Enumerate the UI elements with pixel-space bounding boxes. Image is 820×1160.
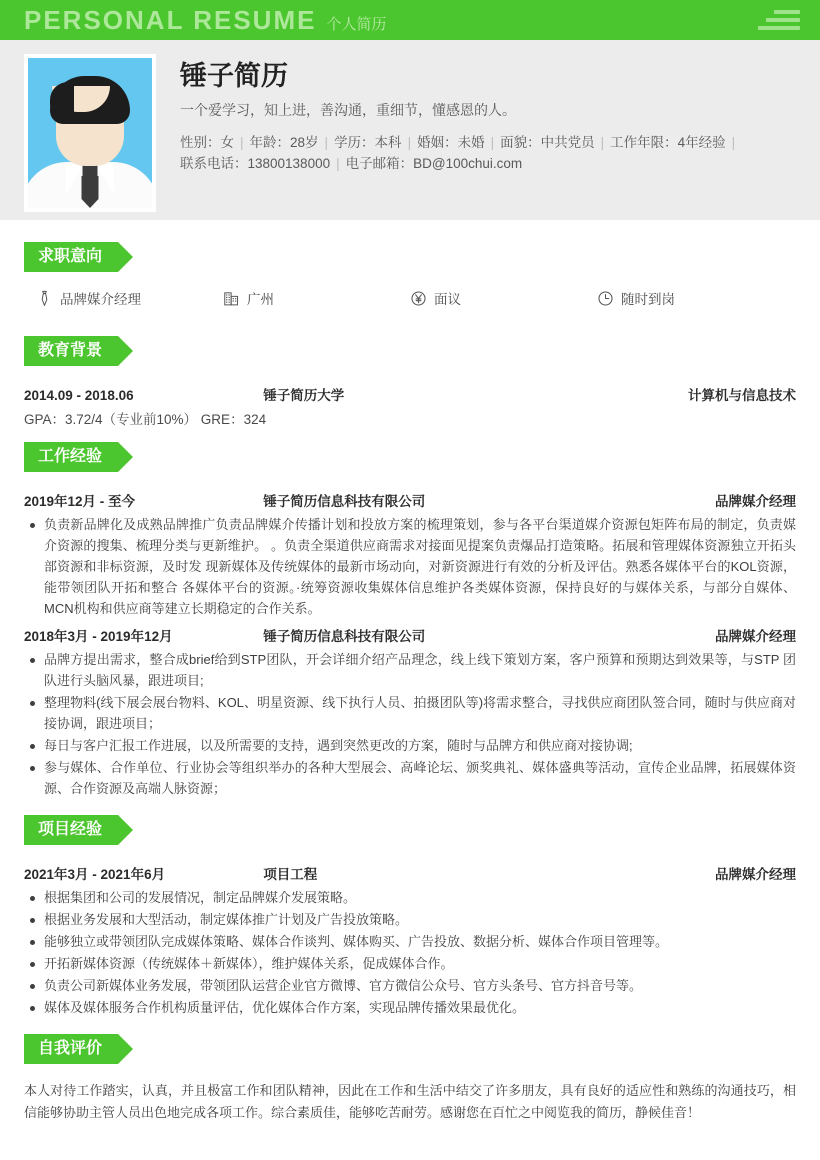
brand-title-en: PERSONAL RESUME <box>24 5 317 35</box>
project-entry-bullet: 根据业务发展和大型活动，制定媒体推广计划及广告投放策略。 <box>24 909 796 930</box>
project-entry-bullet: 开拓新媒体资源（传统媒体＋新媒体），维护媒体关系，促成媒体合作。 <box>24 953 796 974</box>
meta-separator: | <box>490 135 495 151</box>
section-self-evaluation <box>24 1024 796 1124</box>
profile-header <box>0 40 820 220</box>
meta-separator: | <box>731 135 736 151</box>
section-education <box>24 326 796 428</box>
work-entry-organization: 锤子简历信息科技有限公司 <box>263 629 426 644</box>
building-icon <box>223 290 240 307</box>
education-entry-date: 2014.09 - 2018.06 <box>24 388 134 403</box>
job-intention-city <box>223 288 410 308</box>
meta-line-2 <box>180 153 796 174</box>
education-entries <box>24 384 796 428</box>
job-intention-availability <box>597 288 784 308</box>
avatar <box>28 58 152 208</box>
job-intention-availability-label: 随时到岗 <box>621 292 675 307</box>
section-project-experience <box>24 805 796 1018</box>
work-entry-date: 2019年12月 - 至今 <box>24 494 136 509</box>
top-bar <box>0 0 820 40</box>
clock-icon <box>597 290 614 307</box>
identity-block <box>180 54 796 174</box>
project-entries <box>24 863 796 1018</box>
section-title-work-experience: 工作经验 <box>24 442 118 472</box>
education-entry-header <box>24 384 796 404</box>
project-entry-bullet: 负责公司新媒体业务发展，带领团队运营企业官方微博、官方微信公众号、官方头条号、官方抖音号等。 <box>24 975 796 996</box>
work-entry-header <box>24 625 796 645</box>
meta-item: 工作年限：4年经验 <box>610 135 726 151</box>
meta-item: 性别：女 <box>180 135 234 151</box>
self-evaluation-text: 本人对待工作踏实，认真，并且极富工作和团队精神，因此在工作和生活中结交了许多朋友，具有良好的适应性和熟练的沟通技巧，相信能够协助主管人员出色地完成各项工作。综合素质佳，能够吃苦耐劳。感谢您在百忙之中阅览我的简历，静候佳音！ <box>24 1083 796 1120</box>
avatar-collar-left <box>66 164 84 194</box>
project-entry-date: 2021年3月 - 2021年6月 <box>24 867 166 882</box>
job-intention-salary <box>410 288 597 308</box>
candidate-name: 锤子简历 <box>180 61 288 91</box>
section-title-education: 教育背景 <box>24 336 118 366</box>
work-entry-bullet: 参与媒体、合作单位、行业协会等组织举办的各种大型展会、高峰论坛、颁奖典礼、媒体盛典等活动，宣传企业品牌，拓展媒体资源、合作资源及高端人脉资源； <box>24 757 796 799</box>
work-entry-role: 品牌媒介经理 <box>714 629 796 644</box>
necktie-icon <box>36 290 53 307</box>
section-title-self-evaluation: 自我评价 <box>24 1034 118 1064</box>
work-entry-organization: 锤子简历信息科技有限公司 <box>263 494 426 509</box>
meta-item: 年龄：28岁 <box>249 135 319 151</box>
work-entry-bullet: 每日与客户汇报工作进展，以及所需要的支持，遇到突然更改的方案，随时与品牌方和供应商对接协调; <box>24 735 796 756</box>
meta-line-1 <box>180 132 796 153</box>
project-entry-bullet: 能够独立或带领团队完成媒体策略、媒体合作谈判、媒体购买、广告投放、数据分析、媒体合作项目管理等。 <box>24 931 796 952</box>
candidate-meta <box>180 132 796 174</box>
job-intention-position <box>36 288 223 308</box>
hamburger-line-2 <box>766 18 800 22</box>
work-entry-bullet-list <box>24 514 796 619</box>
avatar-frame <box>24 54 156 212</box>
work-entry-bullet: 整理物料(线下展会展台物料、KOL、明星资源、线下执行人员、拍摄团队等)将需求整合，寻找供应商团队签合同，随时与供应商对接协调，跟进项目； <box>24 692 796 734</box>
brand <box>24 7 756 33</box>
project-entry-role: 品牌媒介经理 <box>714 867 796 882</box>
meta-separator: | <box>324 135 329 151</box>
project-entry-bullet: 媒体及媒体服务合作机构质量评估，优化媒体合作方案，实现品牌传播效果最优化。 <box>24 997 796 1018</box>
meta-separator: | <box>600 135 605 151</box>
education-entry-detail: GPA：3.72/4（专业前10%） GRE：324 <box>24 412 267 427</box>
hamburger-line-3 <box>758 26 800 30</box>
work-entry-role: 品牌媒介经理 <box>714 494 796 509</box>
avatar-hair-side <box>50 82 74 118</box>
work-entry-bullet-list <box>24 649 796 799</box>
job-intention-row <box>24 284 796 324</box>
project-entry-bullet-list <box>24 887 796 1018</box>
avatar-collar-right <box>96 164 114 194</box>
project-entry-organization: 项目工程 <box>263 867 318 882</box>
meta-separator: | <box>336 156 340 172</box>
meta-separator: | <box>407 135 412 151</box>
resume-body <box>0 220 820 1124</box>
project-entry-header <box>24 863 796 883</box>
meta-item: 面貌：中共党员 <box>500 135 595 151</box>
section-work-experience <box>24 432 796 799</box>
work-entry-bullet: 负责新品牌化及成熟品牌推广负责品牌媒介传播计划和投放方案的梳理策划，参与各平台渠道媒介资源包矩阵布局的制定，负责媒介资源的搜集、梳理分类与更新维护。 。负责全渠道供应商需求对接面见提案负责爆品打造策略。拓展和管理媒体资源独立开拓头部资源和非标资源，及时发 现新媒体及传统媒体的最新市场动向，对新资源进行有效的分析及评估。熟悉各媒体平台的KOL资源，能带领团队开拓和整合 各媒体平台的资源。·统筹资源收集媒体信息维护各类媒体资源，保持良好的与媒体关系，与部分自媒体、MCN机构和供应商等建立长期稳定的合作关系。 <box>24 514 796 619</box>
candidate-motto: 一个爱学习，知上进，善沟通，重细节，懂感恩的人。 <box>180 102 516 119</box>
section-title-job-intention: 求职意向 <box>24 242 118 272</box>
job-intention-position-label: 品牌媒介经理 <box>60 292 141 307</box>
meta-item: 电子邮箱：BD@100chui.com <box>345 156 523 172</box>
work-entry-header <box>24 490 796 510</box>
meta-item: 联系电话：13800138000 <box>180 156 331 172</box>
hamburger-line-1 <box>774 10 800 14</box>
job-intention-salary-label: 面议 <box>434 292 461 307</box>
job-intention-city-label: 广州 <box>247 292 274 307</box>
meta-separator: | <box>240 135 244 151</box>
section-title-project-experience: 项目经验 <box>24 815 118 845</box>
work-entry-date: 2018年3月 - 2019年12月 <box>24 629 173 644</box>
work-entry-bullet: 品牌方提出需求，整合成brief给到STP团队，开会详细介绍产品理念，线上线下策划方案，客户预算和预期达到效果等，与STP 团队进行头脑风暴，跟进项目; <box>24 649 796 691</box>
education-entry-organization: 锤子简历大学 <box>263 388 345 403</box>
section-job-intention <box>24 232 796 324</box>
meta-item: 学历：本科 <box>334 135 402 151</box>
education-entry-role: 计算机与信息技术 <box>687 388 796 403</box>
meta-item: 婚姻：未婚 <box>417 135 485 151</box>
brand-title-cn: 个人简历 <box>326 16 387 33</box>
project-entry-bullet: 根据集团和公司的发展情况，制定品牌媒介发展策略。 <box>24 887 796 908</box>
hamburger-menu-icon[interactable] <box>756 6 802 34</box>
work-entries <box>24 490 796 799</box>
yuan-currency-icon <box>410 290 427 307</box>
